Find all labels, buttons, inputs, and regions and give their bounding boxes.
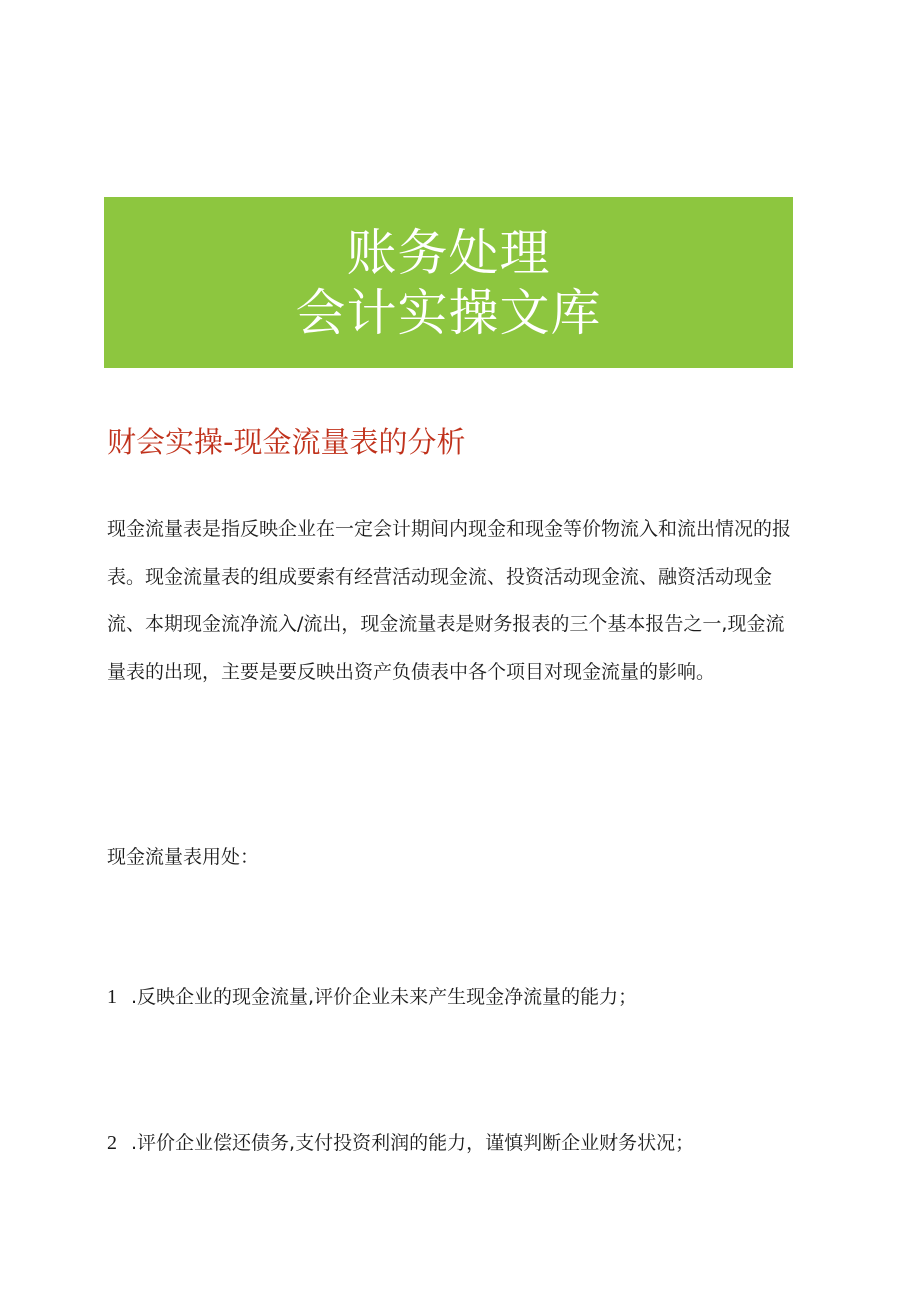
list-item-text: .评价企业偿还债务,支付投资利润的能力，谨慎判断企业财务状况； — [131, 1132, 695, 1154]
usage-list-item — [107, 980, 637, 1014]
banner-title-line-2: 会计实操文库 — [295, 283, 602, 342]
usage-heading: 现金流量表用处： — [107, 846, 260, 868]
header-banner — [104, 197, 793, 368]
banner-title-line-1: 账务处理 — [346, 223, 551, 282]
list-item-number: 1 — [107, 986, 117, 1008]
article-title: 财会实操-现金流量表的分析 — [107, 425, 466, 459]
list-item-text: .反映企业的现金流量,评价企业未来产生现金净流量的能力； — [131, 986, 638, 1008]
usage-list-item — [107, 1126, 694, 1160]
list-item-number: 2 — [107, 1132, 117, 1154]
intro-paragraph: 现金流量表是指反映企业在一定会计期间内现金和现金等价物流入和流出情况的报表。现金流量表的组成要索有经营活动现金流、投资活动现金流、融资活动现金流、本期现金流净流入/流出，现金流量表是财务报表的三个基本报告之一,现金流量表的出现，主要是要反映出资产负债表中各个项目对现金流量的影响。 — [107, 518, 792, 683]
